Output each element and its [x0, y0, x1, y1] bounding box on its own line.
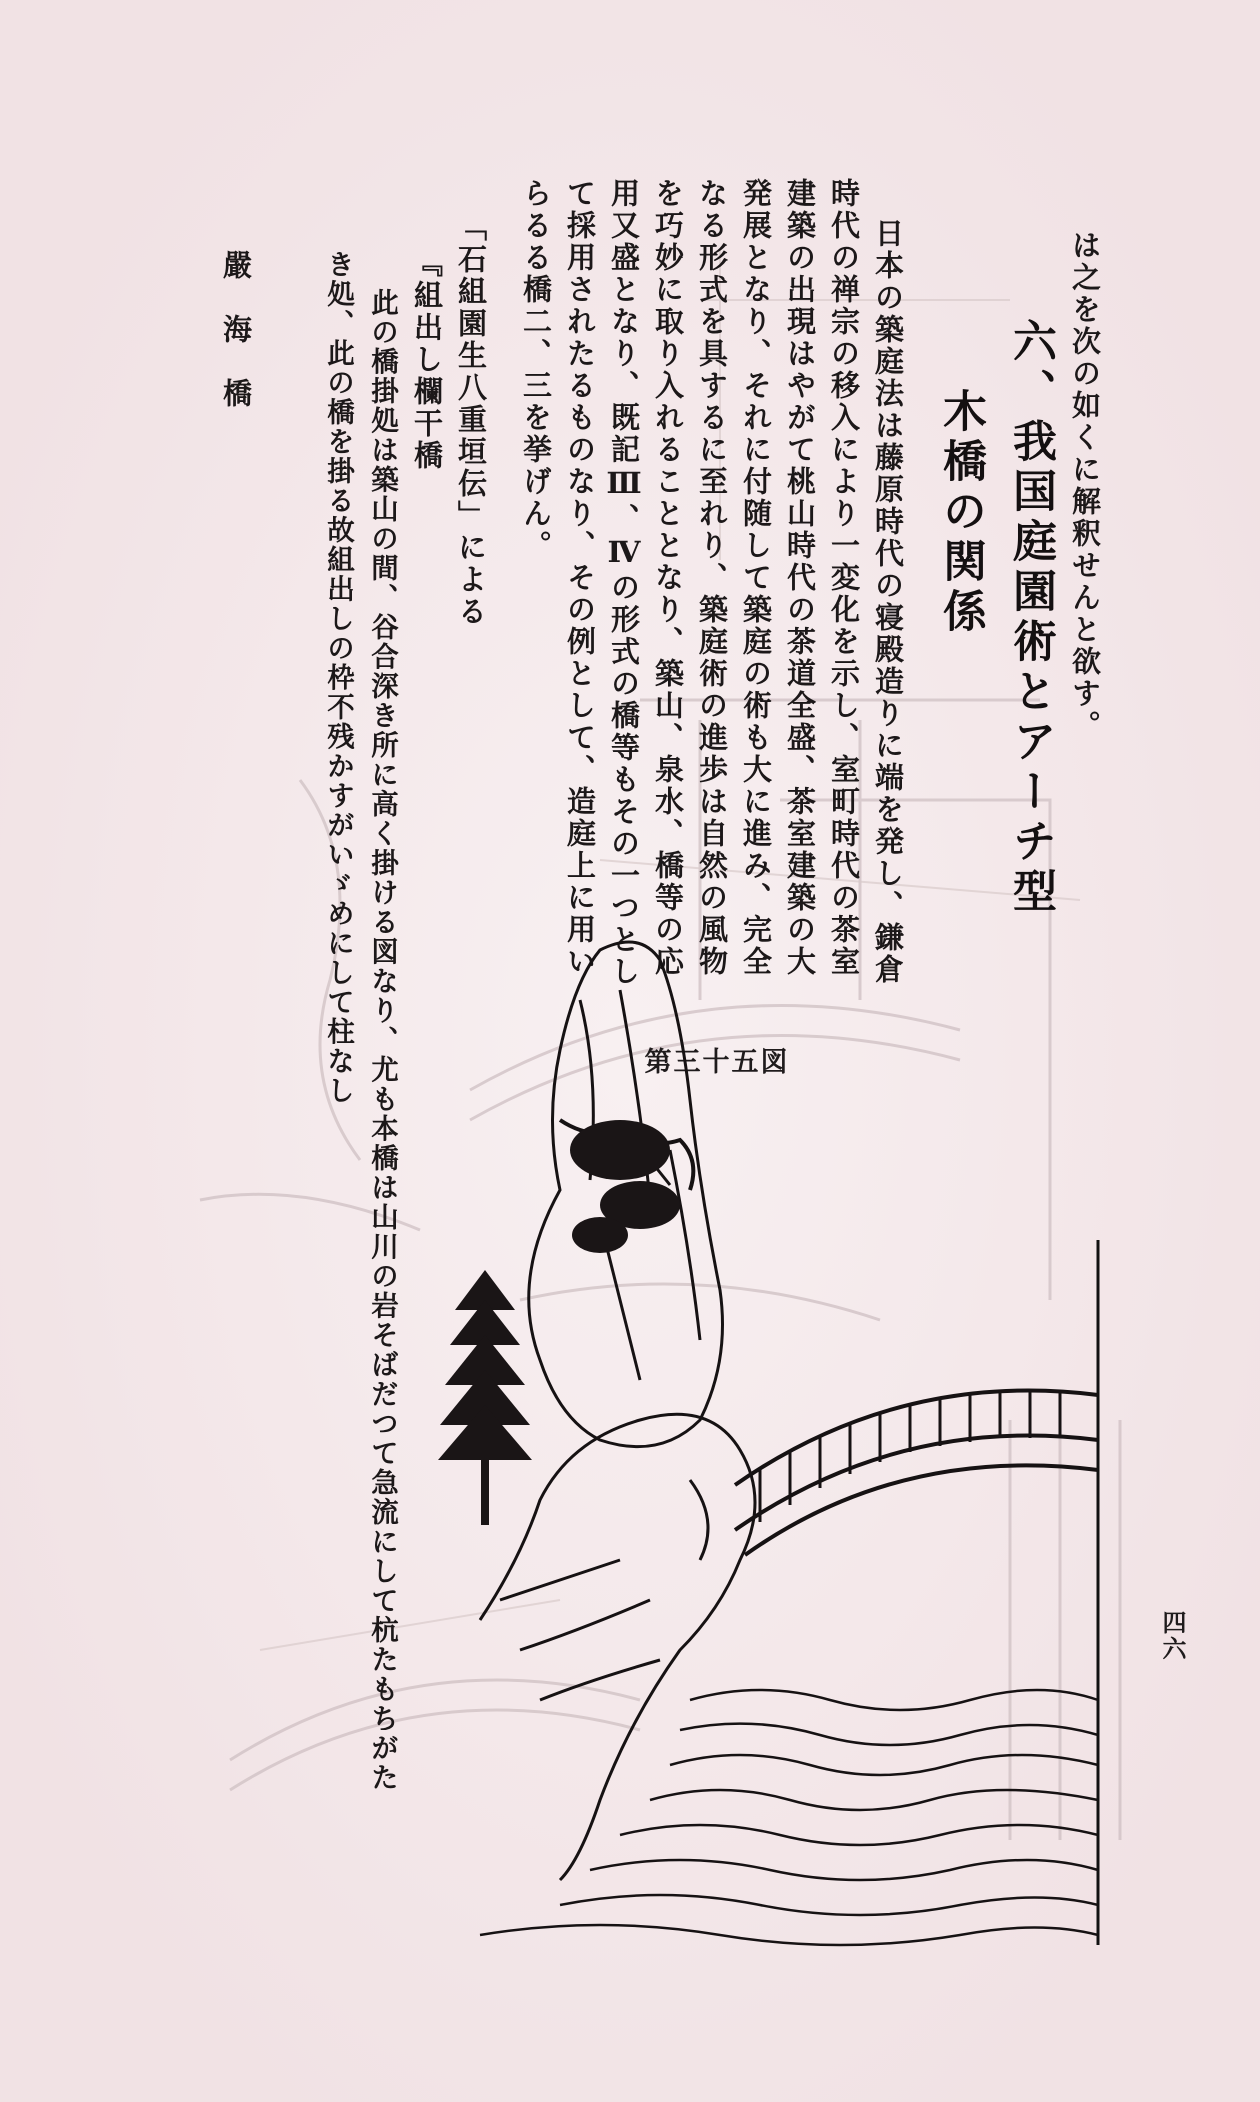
text-column-1: は之を次の如くに解釈せんと欲す。: [1068, 230, 1102, 742]
section-heading-line2: 木橋の関係: [935, 388, 986, 638]
text-column-5: 発展となり、それに付随して築庭の術も大に進み、完全: [739, 178, 773, 978]
text-column-9: て採用されたるものなり、その例として、造庭上に用い: [563, 178, 597, 978]
text-column-15: 嚴 海 橋: [219, 250, 253, 410]
text-column-2: 日本の築庭法は藤原時代の寝殿造りに端を発し、鎌倉: [871, 218, 905, 986]
text-column-3: 時代の禅宗の移入により一変化を示し、室町時代の茶室: [827, 178, 861, 978]
text-column-6: なる形式を具するに至れり、築庭術の進歩は自然の風物: [695, 178, 729, 978]
page-number: 四六: [1158, 1610, 1187, 1662]
section-heading-line1: 六、我国庭園術とアーチ型: [1005, 318, 1056, 918]
text-column-11: 「石組園生八重垣伝」による: [454, 212, 488, 628]
text-column-10: らるる橋二、三を挙げん。: [519, 178, 553, 562]
text-column-4: 建築の出現はやがて桃山時代の茶道全盛、茶室建築の大: [783, 178, 817, 978]
figure-caption: 第三十五図: [644, 1047, 790, 1078]
text-column-8: 用又盛となり、既記Ⅲ、Ⅳの形式の橋等もその一つとし: [607, 178, 641, 988]
text-column-12: 『組出し欄干橋: [410, 248, 444, 472]
text-column-7: を巧妙に取り入れることとなり、築山、泉水、橋等の応: [651, 178, 685, 978]
text-column-14: き処、此の橋を掛る故組出しの枠不残かすがいゞめにして柱なし: [322, 250, 354, 1106]
text-column-13: 此の橋掛処は築山の間、谷合深き所に高く掛ける図なり、尤も本橋は山川の岩そばだつて急流にして杭たもちがた: [366, 288, 398, 1793]
